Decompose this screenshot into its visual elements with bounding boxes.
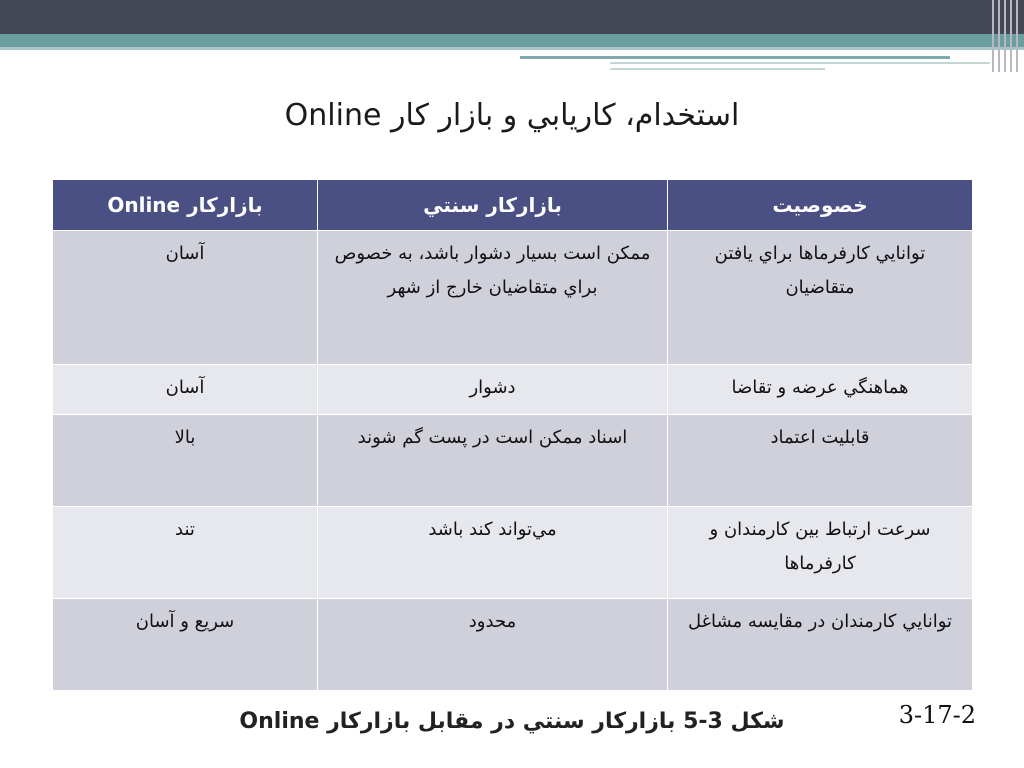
- header-traditional-market: بازاركار سنتي: [318, 180, 668, 231]
- table-cell: دشوار: [318, 365, 668, 415]
- table-cell: محدود: [318, 599, 668, 691]
- top-decor-bar: [0, 0, 1024, 34]
- top-teal-line: [0, 47, 1024, 50]
- table-cell: اسناد ممكن است در پست گم شوند: [318, 415, 668, 507]
- decor-line: [610, 62, 990, 64]
- table-cell: هماهنگي عرضه و تقاضا: [668, 365, 973, 415]
- top-teal-band: [0, 34, 1024, 47]
- table-cell: توانايي كارفرماها براي يافتن متقاضيان: [668, 231, 973, 365]
- table-cell: سريع و آسان: [53, 599, 318, 691]
- table-row: [53, 231, 973, 365]
- table-cell: تند: [53, 507, 318, 599]
- table-cell: قابليت اعتماد: [668, 415, 973, 507]
- table-cell: آسان: [53, 365, 318, 415]
- table-cell: آسان: [53, 231, 318, 365]
- table-cell: توانايي كارمندان در مقايسه مشاغل: [668, 599, 973, 691]
- table-cell: مي‌تواند كند باشد: [318, 507, 668, 599]
- table-cell: ممكن است بسيار دشوار باشد، به خصوص براي متقاضيان خارج از شهر: [318, 231, 668, 365]
- header-online-market: بازاركار Online: [53, 180, 318, 231]
- decor-line: [610, 68, 825, 70]
- table-row: [53, 599, 973, 691]
- table-row: [53, 415, 973, 507]
- table-row: [53, 365, 973, 415]
- vertical-stripes-decor: [988, 0, 1024, 72]
- header-feature: خصوصيت: [668, 180, 973, 231]
- table-row: [53, 507, 973, 599]
- figure-caption: شكل 3-5 بازاركار سنتي در مقابل بازاركار Online: [239, 709, 785, 734]
- table-cell: بالا: [53, 415, 318, 507]
- table-header-row: [53, 180, 973, 231]
- page-number: 3-17-2: [898, 701, 976, 729]
- decor-line: [520, 56, 950, 59]
- table-cell: سرعت ارتباط بين كارمندان و كارفرماها: [668, 507, 973, 599]
- comparison-table: [52, 179, 973, 691]
- slide-title: استخدام، كاريابي و بازار كار Online: [284, 98, 740, 133]
